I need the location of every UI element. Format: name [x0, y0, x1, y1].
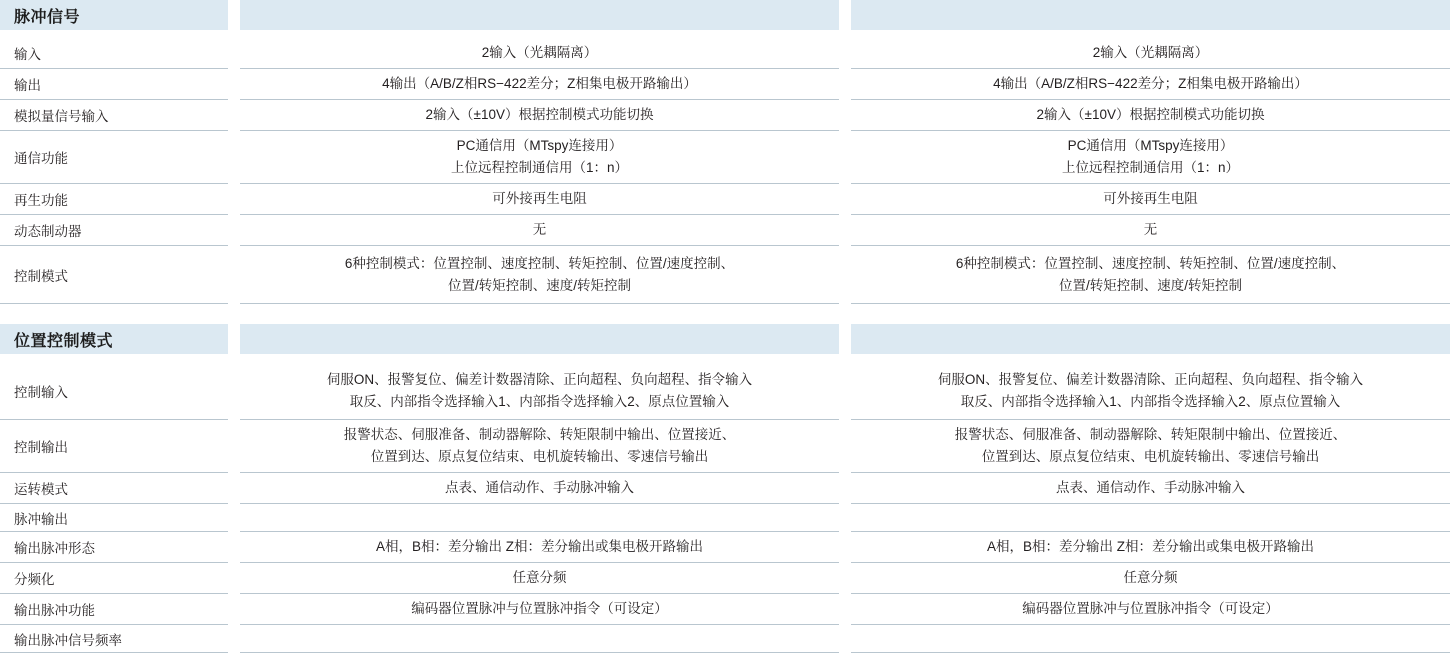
column-gap — [839, 0, 851, 30]
column-gap — [839, 100, 851, 131]
spec-value-line: 可外接再生电阻 — [1103, 191, 1198, 206]
column-gap — [228, 246, 240, 304]
spec-value-left — [240, 131, 839, 184]
column-gap — [839, 420, 851, 473]
spec-value-left — [240, 504, 839, 532]
spec-value-right — [851, 131, 1450, 184]
spec-value-right — [851, 184, 1450, 215]
spec-value-left — [240, 184, 839, 215]
spec-value-line: 2输入（±10V）根据控制模式功能切换 — [425, 107, 654, 122]
spec-value-left — [240, 563, 839, 594]
spec-value-line: 点表、通信动作、手动脉冲输入 — [445, 480, 634, 495]
column-gap — [228, 362, 240, 420]
spec-value-right — [851, 532, 1450, 563]
spec-row-label: 控制模式 — [0, 246, 228, 304]
section-header-band — [0, 324, 1450, 354]
spec-section-position-control-mode — [0, 324, 1450, 653]
spec-row — [0, 420, 1450, 473]
spec-value-right — [851, 38, 1450, 69]
spec-value-left — [240, 100, 839, 131]
spec-row-label: 控制输入 — [0, 362, 228, 420]
column-gap — [228, 131, 240, 184]
spec-value-line: 点表、通信动作、手动脉冲输入 — [1056, 480, 1245, 495]
spec-value-line: PC通信用（MTspy连接用） — [456, 138, 623, 153]
spec-row-label: 再生功能 — [0, 184, 228, 215]
column-gap — [839, 215, 851, 246]
column-gap — [839, 594, 851, 625]
spec-row-label: 输入 — [0, 38, 228, 69]
spec-row — [0, 563, 1450, 594]
spec-value-left — [240, 594, 839, 625]
spec-row-label: 输出脉冲形态 — [0, 532, 228, 563]
spec-value-right — [851, 246, 1450, 304]
column-gap — [228, 594, 240, 625]
column-gap — [228, 38, 240, 69]
spec-value-line: 位置到达、原点复位结束、电机旋转输出、零速信号输出 — [370, 449, 709, 464]
column-gap — [839, 131, 851, 184]
column-gap — [228, 473, 240, 504]
spec-value-line: 上位远程控制通信用（1：n） — [450, 160, 629, 175]
spec-value-line: 取反、内部指令选择输入1、内部指令选择输入2、原点位置输入 — [960, 393, 1341, 409]
spec-value-right — [851, 420, 1450, 473]
spec-value-left — [240, 362, 839, 420]
column-gap — [228, 625, 240, 653]
spec-value-right — [851, 215, 1450, 246]
section-top-pad — [0, 30, 1450, 38]
spec-value-line: 取反、内部指令选择输入1、内部指令选择输入2、原点位置输入 — [349, 393, 730, 409]
spec-row-label: 模拟量信号输入 — [0, 100, 228, 131]
column-gap — [228, 563, 240, 594]
column-gap — [228, 0, 240, 30]
spec-row-label: 输出脉冲信号频率 — [0, 625, 228, 653]
spec-section-pulse-signal — [0, 0, 1450, 304]
spec-value-line: 任意分频 — [512, 570, 567, 585]
column-gap — [839, 69, 851, 100]
spec-value-left — [240, 473, 839, 504]
spec-value-left — [240, 246, 839, 304]
spec-value-line: 2输入（±10V）根据控制模式功能切换 — [1036, 107, 1265, 122]
spec-row-label: 通信功能 — [0, 131, 228, 184]
column-gap — [839, 473, 851, 504]
spec-row — [0, 362, 1450, 420]
column-gap — [839, 246, 851, 304]
spec-value-line: 上位远程控制通信用（1：n） — [1061, 160, 1240, 175]
spec-row-label: 动态制动器 — [0, 215, 228, 246]
spec-value-right — [851, 473, 1450, 504]
section-header-band — [0, 0, 1450, 30]
spec-value-line: 任意分频 — [1123, 570, 1178, 585]
column-gap — [228, 69, 240, 100]
spec-value-right — [851, 100, 1450, 131]
column-gap — [839, 625, 851, 653]
spec-row — [0, 625, 1450, 653]
spec-row-label: 分频化 — [0, 563, 228, 594]
band-column-left — [240, 0, 839, 30]
spec-row — [0, 473, 1450, 504]
spec-value-line: 报警状态、伺服准备、制动器解除、转矩限制中输出、位置接近、 — [343, 427, 736, 442]
spec-row — [0, 532, 1450, 563]
column-gap — [228, 100, 240, 131]
spec-value-left — [240, 69, 839, 100]
spec-value-line: 位置到达、原点复位结束、电机旋转输出、零速信号输出 — [981, 449, 1320, 464]
spec-value-line: 无 — [532, 222, 547, 237]
spec-value-line: 4输出（A/B/Z相RS−422差分；Z相集电极开路输出） — [382, 76, 697, 91]
spec-value-line: 伺服ON、报警复位、偏差计数器清除、正向超程、负向超程、指令输入 — [326, 371, 753, 387]
spec-row — [0, 184, 1450, 215]
spec-value-right — [851, 594, 1450, 625]
spec-row — [0, 100, 1450, 131]
spec-row — [0, 594, 1450, 625]
column-gap — [839, 362, 851, 420]
spec-value-right — [851, 69, 1450, 100]
section-top-pad — [0, 354, 1450, 362]
column-gap — [228, 532, 240, 563]
section-title: 脉冲信号 — [0, 0, 228, 30]
spec-value-left — [240, 420, 839, 473]
spec-value-left — [240, 532, 839, 563]
spec-value-line: 编码器位置脉冲与位置脉冲指令（可设定） — [1022, 601, 1279, 616]
column-gap — [228, 184, 240, 215]
column-gap — [228, 215, 240, 246]
section-spacer — [0, 304, 1450, 324]
section-title: 位置控制模式 — [0, 324, 228, 354]
spec-value-left — [240, 215, 839, 246]
spec-row-label: 输出 — [0, 69, 228, 100]
spec-value-line: A相，B相：差分输出 Z相：差分输出或集电极开路输出 — [375, 539, 703, 554]
spec-value-line: 无 — [1143, 222, 1158, 237]
spec-value-line: 可外接再生电阻 — [492, 191, 587, 206]
spec-value-line: A相，B相：差分输出 Z相：差分输出或集电极开路输出 — [986, 539, 1314, 554]
spec-value-line: 报警状态、伺服准备、制动器解除、转矩限制中输出、位置接近、 — [954, 427, 1347, 442]
column-gap — [839, 324, 851, 354]
spec-row — [0, 246, 1450, 304]
spec-row-label: 控制输出 — [0, 420, 228, 473]
spec-row-label: 运转模式 — [0, 473, 228, 504]
spec-row — [0, 69, 1450, 100]
spec-value-line: 6种控制模式：位置控制、速度控制、转矩控制、位置/速度控制、 — [955, 255, 1346, 271]
spec-row-label: 输出脉冲功能 — [0, 594, 228, 625]
spec-value-right — [851, 504, 1450, 532]
spec-value-line: 伺服ON、报警复位、偏差计数器清除、正向超程、负向超程、指令输入 — [937, 371, 1364, 387]
spec-value-line: 6种控制模式：位置控制、速度控制、转矩控制、位置/速度控制、 — [344, 255, 735, 271]
band-column-right — [851, 324, 1450, 354]
column-gap — [839, 504, 851, 532]
spec-value-line: 位置/转矩控制、速度/转矩控制 — [1058, 277, 1242, 293]
spec-value-line: 2输入（光耦隔离） — [1092, 45, 1209, 60]
column-gap — [839, 184, 851, 215]
column-gap — [839, 38, 851, 69]
spec-value-line: 位置/转矩控制、速度/转矩控制 — [447, 277, 631, 293]
spec-value-left — [240, 38, 839, 69]
spec-value-right — [851, 362, 1450, 420]
spec-value-right — [851, 563, 1450, 594]
spec-row — [0, 215, 1450, 246]
band-column-right — [851, 0, 1450, 30]
spec-row — [0, 131, 1450, 184]
spec-value-line: PC通信用（MTspy连接用） — [1067, 138, 1234, 153]
column-gap — [228, 420, 240, 473]
spec-value-line: 4输出（A/B/Z相RS−422差分；Z相集电极开路输出） — [993, 76, 1308, 91]
band-column-left — [240, 324, 839, 354]
spec-row — [0, 38, 1450, 69]
spec-value-line: 编码器位置脉冲与位置脉冲指令（可设定） — [411, 601, 668, 616]
column-gap — [839, 563, 851, 594]
column-gap — [228, 504, 240, 532]
spec-row — [0, 504, 1450, 532]
column-gap — [228, 324, 240, 354]
column-gap — [839, 532, 851, 563]
spec-value-left — [240, 625, 839, 653]
spec-value-right — [851, 625, 1450, 653]
spec-row-label: 脉冲输出 — [0, 504, 228, 532]
spec-value-line: 2输入（光耦隔离） — [481, 45, 598, 60]
